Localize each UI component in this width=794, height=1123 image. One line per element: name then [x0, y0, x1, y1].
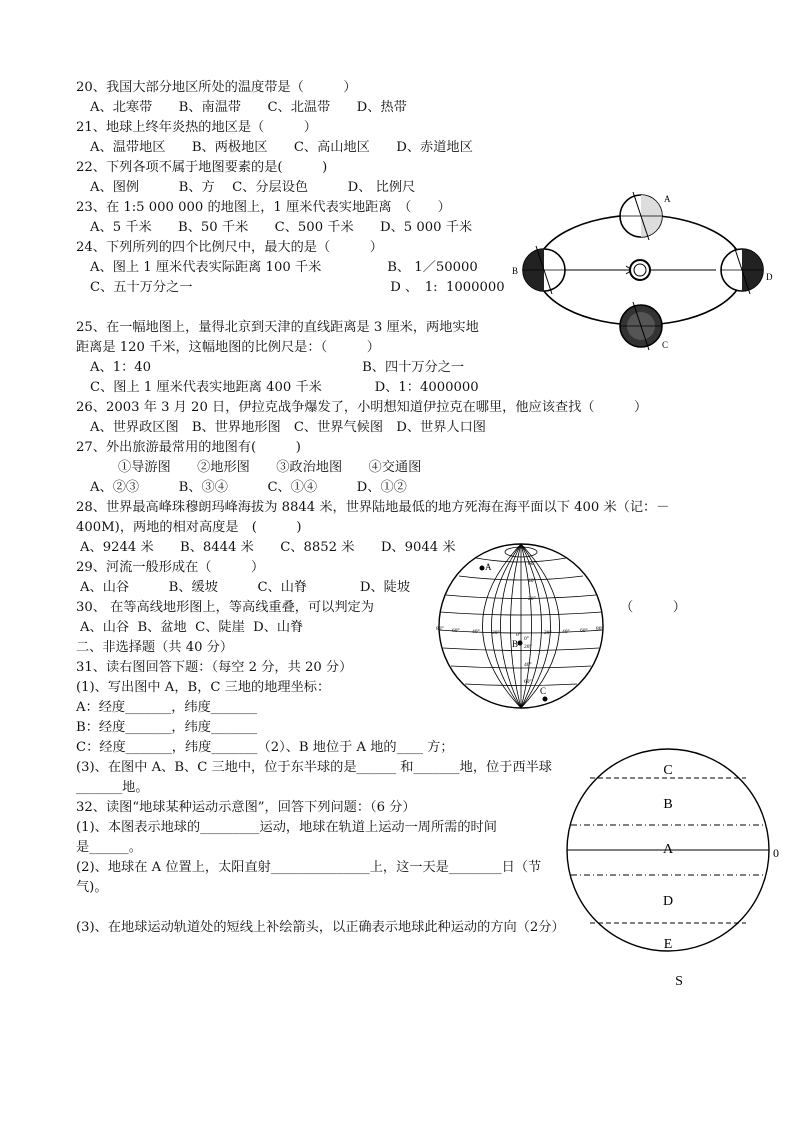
q21-options: A、温带地区 B、两极地区 C、高山地区 D、赤道地区 [90, 140, 473, 155]
q22-options: A、图例 B、方 C、分层设色 D、 比例尺 [90, 180, 416, 195]
zone-right-mark: 0 [773, 846, 779, 860]
q31-b: B：经度_______，纬度_______ [76, 720, 258, 735]
globe-lat-label: 20° [524, 644, 532, 650]
q32-s2a: (2)、地球在 A 位置上，太阳直射_______________上，这一天是________日（节 [76, 860, 542, 875]
globe-label-b: B [512, 639, 519, 649]
earth-position-c [620, 302, 668, 350]
q30-paren: （ ） [620, 600, 686, 615]
q23-options: A、5 千米 B、50 千米 C、500 千米 D、5 000 千米 [90, 220, 473, 235]
q31-c: C：经度_______，纬度_______（2）、B 地位于 A 地的____ 方； [76, 740, 454, 755]
globe-grid-figure [432, 540, 612, 710]
q32-s1a: (1)、本图表示地球的_________运动，地球在轨道上运动一周所需的时间 [76, 820, 497, 835]
earth-orbit-diagram [506, 188, 790, 358]
globe-lon-label: 60° [580, 628, 588, 634]
q32-s3: (3)、在地球运动轨道处的短线上补绘箭头，以正确表示地球此种运动的方向（2分） [76, 920, 565, 935]
globe-label-a: A [485, 562, 492, 572]
globe-lon-label: 20° [544, 630, 552, 636]
q20-options: A、北寒带 B、南温带 C、北温带 D、热带 [90, 100, 407, 115]
q32-s1b: 是______。 [76, 840, 142, 855]
q26-stem: 26、2003 年 3 月 20 日，伊拉克战争爆发了，小明想知道伊拉克在哪里，他应该查找（ ） [76, 400, 648, 415]
q20-stem: 20、我国大部分地区所处的温度带是（ ） [76, 80, 357, 95]
q24-stem: 24、下列所列的四个比例尺中，最大的是（ ） [76, 240, 383, 255]
q25-stem-1: 25、在一幅地图上，量得北京到天津的直线距离是 3 厘米，两地实地 [76, 320, 479, 335]
globe-lat-label: 60° [524, 679, 532, 685]
zone-label-a: A [662, 842, 674, 857]
q25-options-1: A、1：40 B、四十万分之一 [90, 360, 465, 375]
orbit-label-b: B [512, 266, 519, 276]
zone-label-e: E [663, 937, 673, 952]
q32-s2b: 气)。 [76, 880, 108, 895]
earth-position-d [721, 246, 773, 294]
globe-lat-label: 40° [524, 662, 532, 668]
orbit-label-c: C [662, 340, 669, 350]
section-2-heading: 二、非选择题（共 40 分） [76, 640, 234, 655]
q30-stem: 30、 在等高线地形图上，等高线重叠，可以判定为 [76, 600, 374, 615]
q25-options-2: C、图上 1 厘米代表实地距离 400 千米 D、1：4000000 [90, 380, 479, 395]
globe-lat-label: 40° [528, 578, 536, 584]
globe-point-a [480, 566, 485, 571]
globe-lon-label: 80° [436, 626, 444, 632]
zone-label-c: C [663, 763, 673, 778]
q31-sub1: (1)、写出图中 A，B，C 三地的地理坐标： [76, 680, 331, 695]
globe-lat-label: 20° [528, 596, 536, 602]
globe-label-c: C [540, 686, 547, 696]
globe-lat-label: 60° [528, 561, 536, 567]
q28-options: A、9244 米 B、8444 米 C、8852 米 D、9044 米 [80, 540, 456, 555]
globe-lon-label: 80° [596, 626, 604, 632]
earth-position-b [512, 246, 565, 294]
globe-point-b [518, 641, 523, 646]
q28-stem-1: 28、世界最高峰珠穆朗玛峰海拔为 8844 米，世界陆地最低的地方死海在海平面以下 400 米（记：－ [76, 500, 670, 515]
latitude-zone-diagram [562, 745, 784, 995]
globe-lon-label: 60° [452, 628, 460, 634]
zone-label-d: D [662, 894, 674, 909]
q24-options-1: A、图上 1 厘米代表实际距离 100 千米 B、 1／50000 [90, 260, 478, 275]
globe-lon-label: 20° [492, 630, 500, 636]
orbit-label-a: A [664, 194, 671, 204]
q21-stem: 21、地球上终年炎热的地区是（ ） [76, 120, 317, 135]
globe-lat-label: 0° [524, 636, 529, 642]
q27-options: A、②③ B、③④ C、①④ D、①② [90, 480, 407, 495]
globe-lon-label: 40° [472, 629, 480, 635]
q30-options: A、山谷 B、盆地 C、陡崖 D、山脊 [80, 620, 304, 635]
q31-sub3b: _______地。 [76, 780, 149, 795]
globe-lon-label: 40° [562, 629, 570, 635]
q29-options: A、山谷 B、缓坡 C、山脊 D、陡坡 [80, 580, 411, 595]
q31-sub3a: (3)、在图中 A、B、C 三地中，位于东半球的是______ 和_______地，位于西半球 [76, 760, 552, 775]
q32-stem: 32、读图“地球某种运动示意图”，回答下列问题：（6 分） [76, 800, 416, 815]
q27-stem: 27、外出旅游最常用的地图有( ) [76, 440, 301, 455]
zone-label-s: S [675, 974, 683, 989]
q24-options-2: C、五十万分之一 D 、 1: 1000000 [90, 280, 505, 295]
q28-stem-2: 400M)，两地的相对高度是 ( ) [76, 520, 302, 535]
globe-lon-label: 0° [516, 632, 521, 638]
orbit-label-d: D [766, 272, 773, 282]
q31-a: A：经度_______，纬度_______ [76, 700, 257, 715]
q27-items: ①导游图 ②地形图 ③政治地图 ④交通图 [118, 460, 422, 475]
q29-stem: 29、河流一般形成在（ ） [76, 560, 265, 575]
zone-label-b: B [663, 797, 673, 812]
q25-stem-2: 距离是 120 千米，这幅地图的比例尺是：（ ） [76, 340, 380, 355]
q22-stem: 22、下列各项不属于地图要素的是( ) [76, 160, 328, 175]
q31-stem: 31、读右图回答下题：（每空 2 分，共 20 分） [76, 660, 353, 675]
q26-options: A、世界政区图 B、世界地形图 C、世界气候图 D、世界人口图 [90, 420, 486, 435]
q23-stem: 23、在 1:5 000 000 的地图上，1 厘米代表实地距离 （ ） [76, 200, 451, 215]
sun-icon [630, 260, 650, 280]
globe-point-c [543, 697, 548, 702]
